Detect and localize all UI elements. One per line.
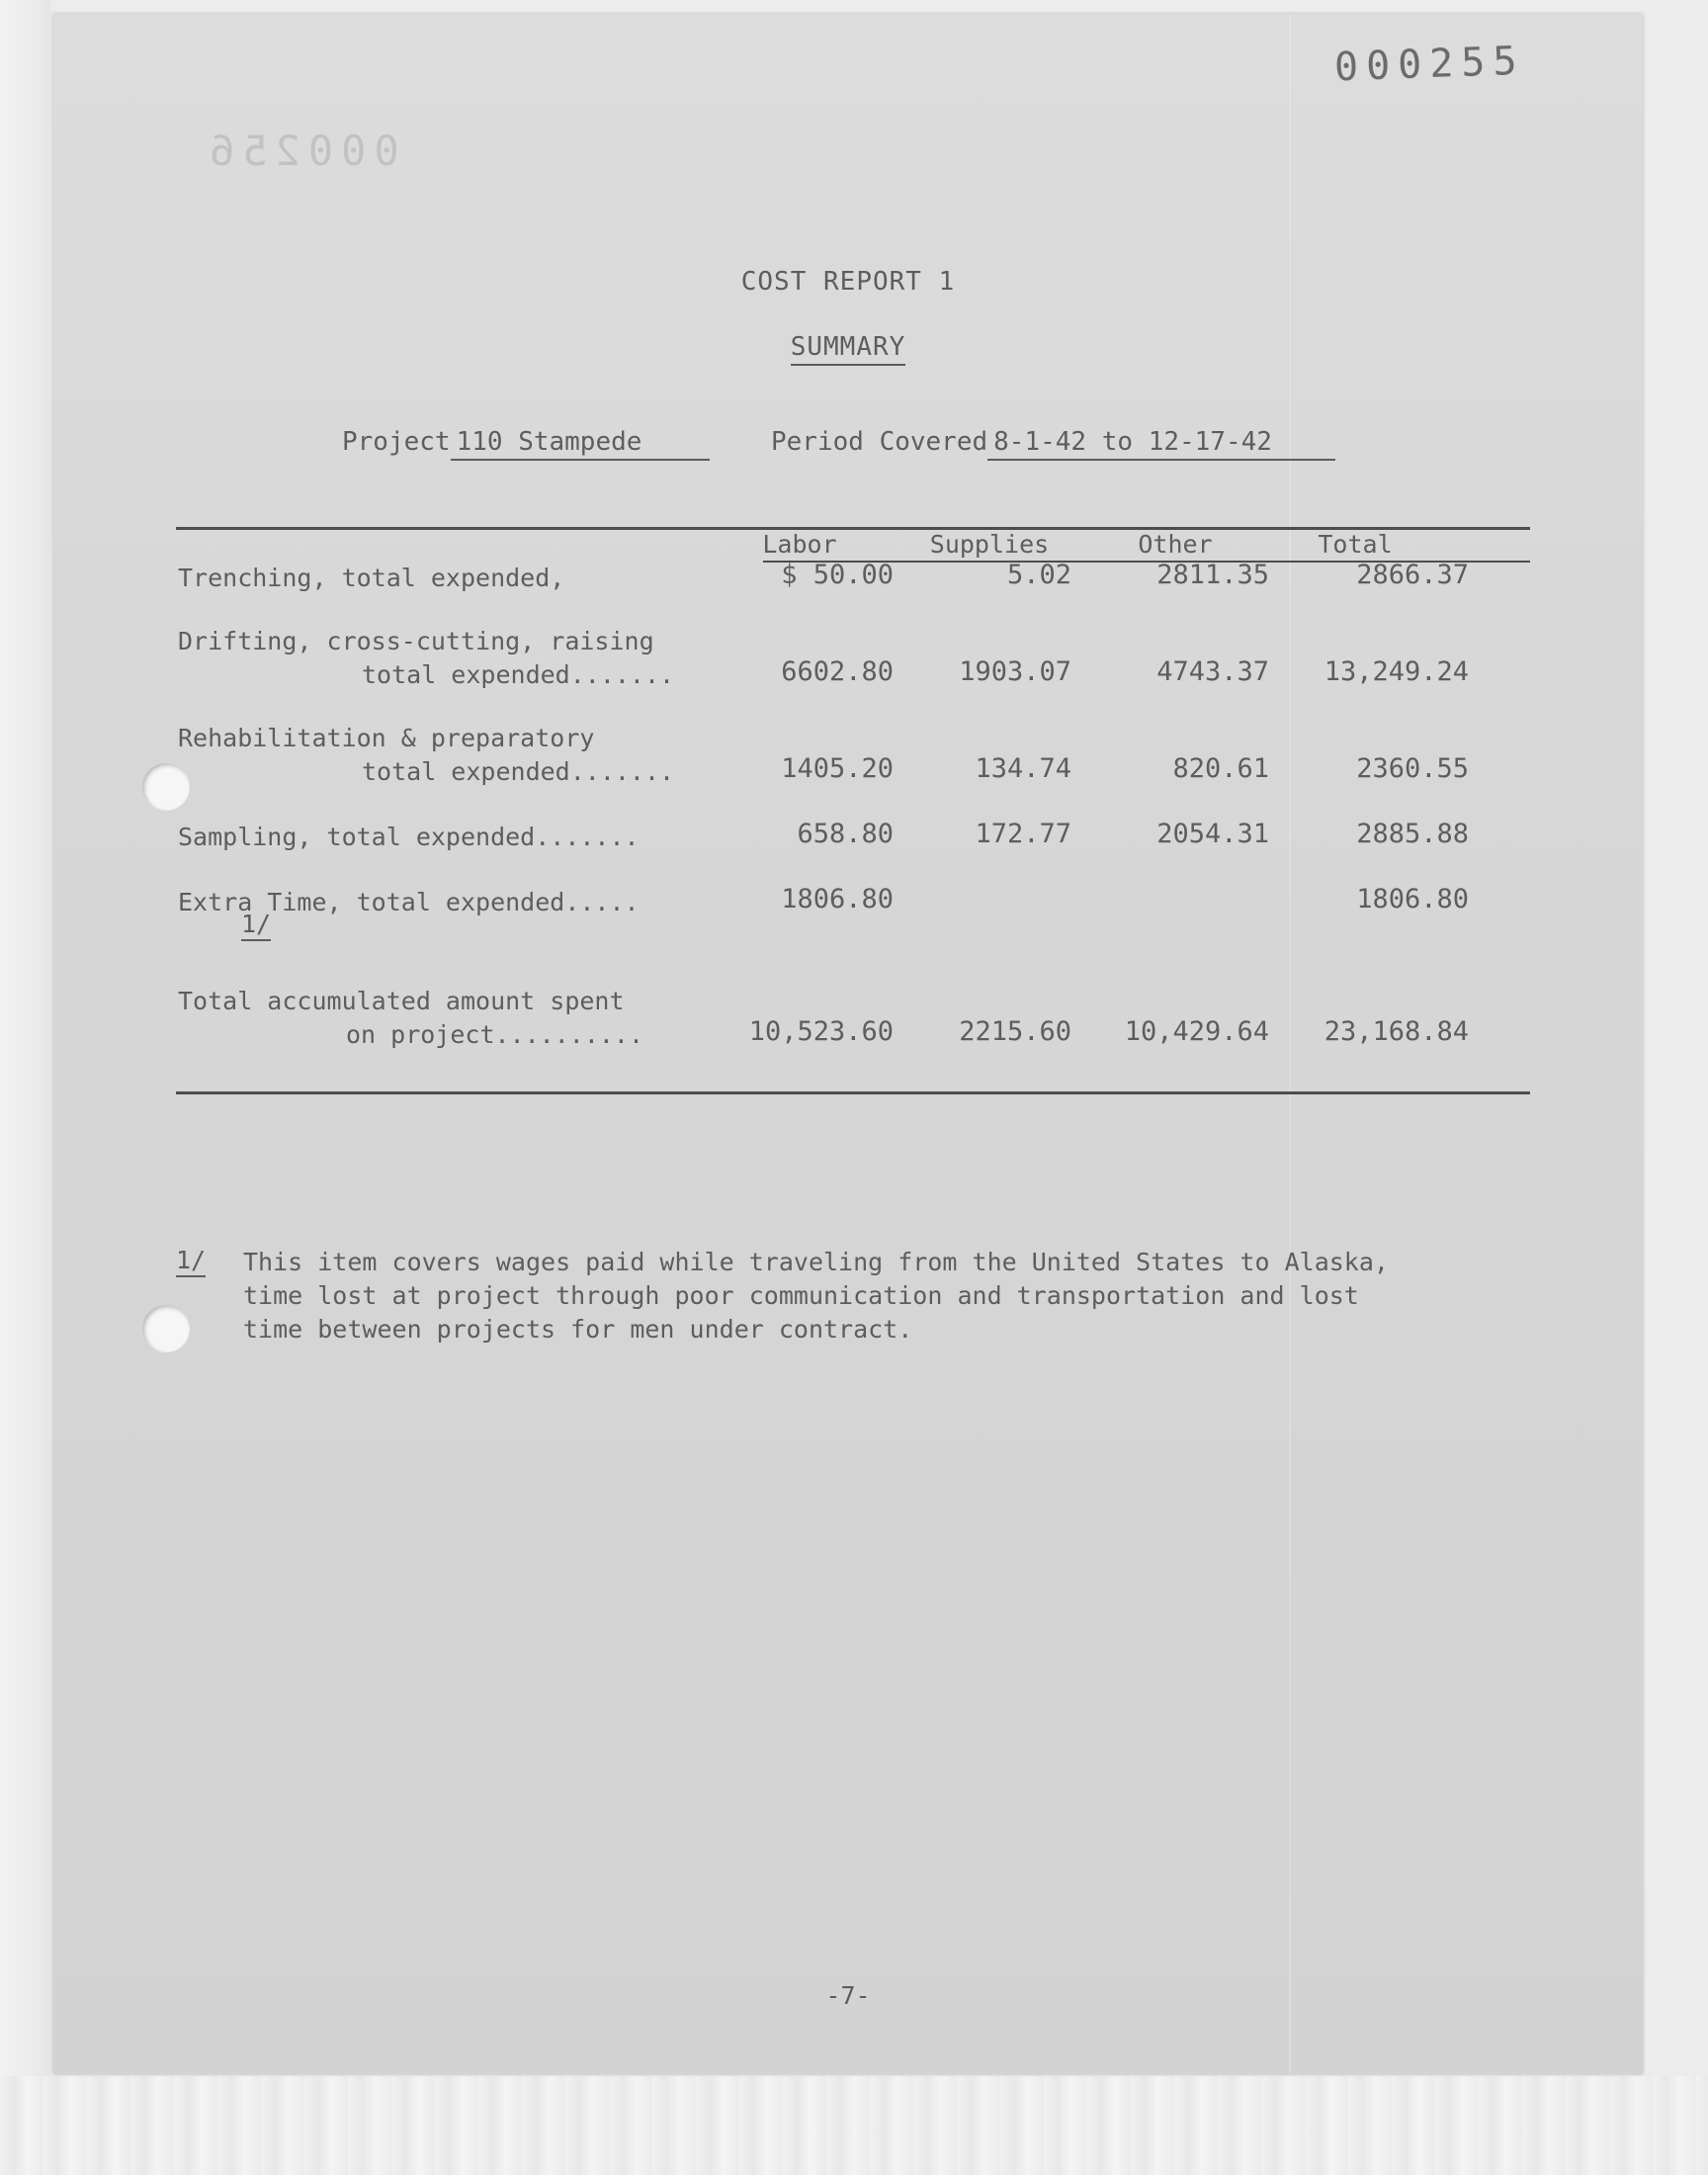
column-header-supplies: Supplies (929, 530, 1050, 559)
column-header-total: Total (1318, 530, 1393, 559)
summary-heading-text: SUMMARY (791, 332, 906, 366)
cell-sampling-labor: 658.80 (797, 819, 894, 849)
cell-trenching-supplies: 5.02 (1006, 560, 1071, 590)
cell-total-total: 23,168.84 (1324, 1016, 1469, 1047)
punch-hole-lower (142, 1305, 190, 1352)
cell-rehabilitation-other: 820.61 (1172, 753, 1269, 784)
report-title: COST REPORT 1 (740, 267, 956, 297)
cell-total-labor: 10,523.60 (748, 1016, 894, 1047)
summary-heading (53, 332, 1643, 362)
scan-border-bottom (0, 2076, 1708, 2175)
footnote-line: This item covers wages paid while traveling from the United States to Alaska, (243, 1248, 1389, 1276)
bleed-through-number: 000256 (202, 127, 399, 175)
row-label-line: Rehabilitation & preparatory (178, 724, 595, 752)
row-label-line: on project.......... (346, 1020, 644, 1049)
footnote-line: time between projects for men under contract. (243, 1315, 913, 1344)
cell-sampling-supplies: 172.77 (975, 819, 1071, 849)
column-header-other: Other (1138, 530, 1213, 559)
project-line (342, 427, 710, 461)
cell-trenching-total: 2866.37 (1356, 560, 1469, 590)
row-label-line: Total accumulated amount spent (178, 987, 625, 1015)
period-value: 8-1-42 to 12-17-42 (987, 427, 1335, 461)
table-bottom-rule (176, 1091, 1530, 1094)
period-label: Period Covered (771, 427, 988, 457)
row-label-trenching (178, 562, 564, 595)
column-header-labor: Labor (762, 530, 837, 559)
cell-sampling-other: 2054.31 (1156, 819, 1269, 849)
cell-drifting-labor: 6602.80 (781, 656, 894, 687)
row-label-total-accumulated (178, 985, 643, 1052)
cell-sampling-total: 2885.88 (1356, 819, 1469, 849)
scan-border-left (0, 0, 51, 2175)
document-page (53, 14, 1643, 2074)
cell-rehabilitation-supplies: 134.74 (975, 753, 1071, 784)
cell-trenching-other: 2811.35 (1156, 560, 1269, 590)
row-label-line: Sampling, total expended....... (178, 823, 640, 851)
cell-total-other: 10,429.64 (1124, 1016, 1269, 1047)
cell-total-supplies: 2215.60 (959, 1016, 1071, 1047)
cell-extra-time-total: 1806.80 (1356, 884, 1469, 914)
row-label-line: Trenching, total expended, (178, 564, 565, 592)
project-label: Project (342, 427, 451, 457)
row-label-line: total expended....... (362, 660, 675, 689)
cell-drifting-other: 4743.37 (1156, 656, 1269, 687)
footnote-reference: 1/ (241, 910, 271, 941)
row-label-drifting (178, 625, 674, 692)
footnote-line: time lost at project through poor communication and transportation and lost (243, 1281, 1359, 1310)
footnote-text (243, 1246, 1568, 1347)
project-value: 110 Stampede (451, 427, 710, 461)
row-label-sampling (178, 821, 640, 854)
cell-drifting-total: 13,249.24 (1324, 656, 1469, 687)
page-number: -7- (825, 1981, 871, 2010)
cell-extra-time-labor: 1806.80 (781, 884, 894, 914)
document-stamp-number: 000255 (1333, 38, 1526, 91)
row-label-rehabilitation (178, 722, 674, 789)
period-line (771, 427, 1335, 461)
cell-rehabilitation-total: 2360.55 (1356, 753, 1469, 784)
row-label-line: total expended....... (362, 757, 675, 786)
row-label-line: Drifting, cross-cutting, raising (178, 627, 654, 655)
footnote-marker: 1/ (176, 1246, 206, 1277)
cell-rehabilitation-labor: 1405.20 (781, 753, 894, 784)
cell-drifting-supplies: 1903.07 (959, 656, 1071, 687)
cell-trenching-labor: $ 50.00 (781, 560, 894, 590)
row-label-line: Extra Time, total expended..... (178, 888, 640, 916)
